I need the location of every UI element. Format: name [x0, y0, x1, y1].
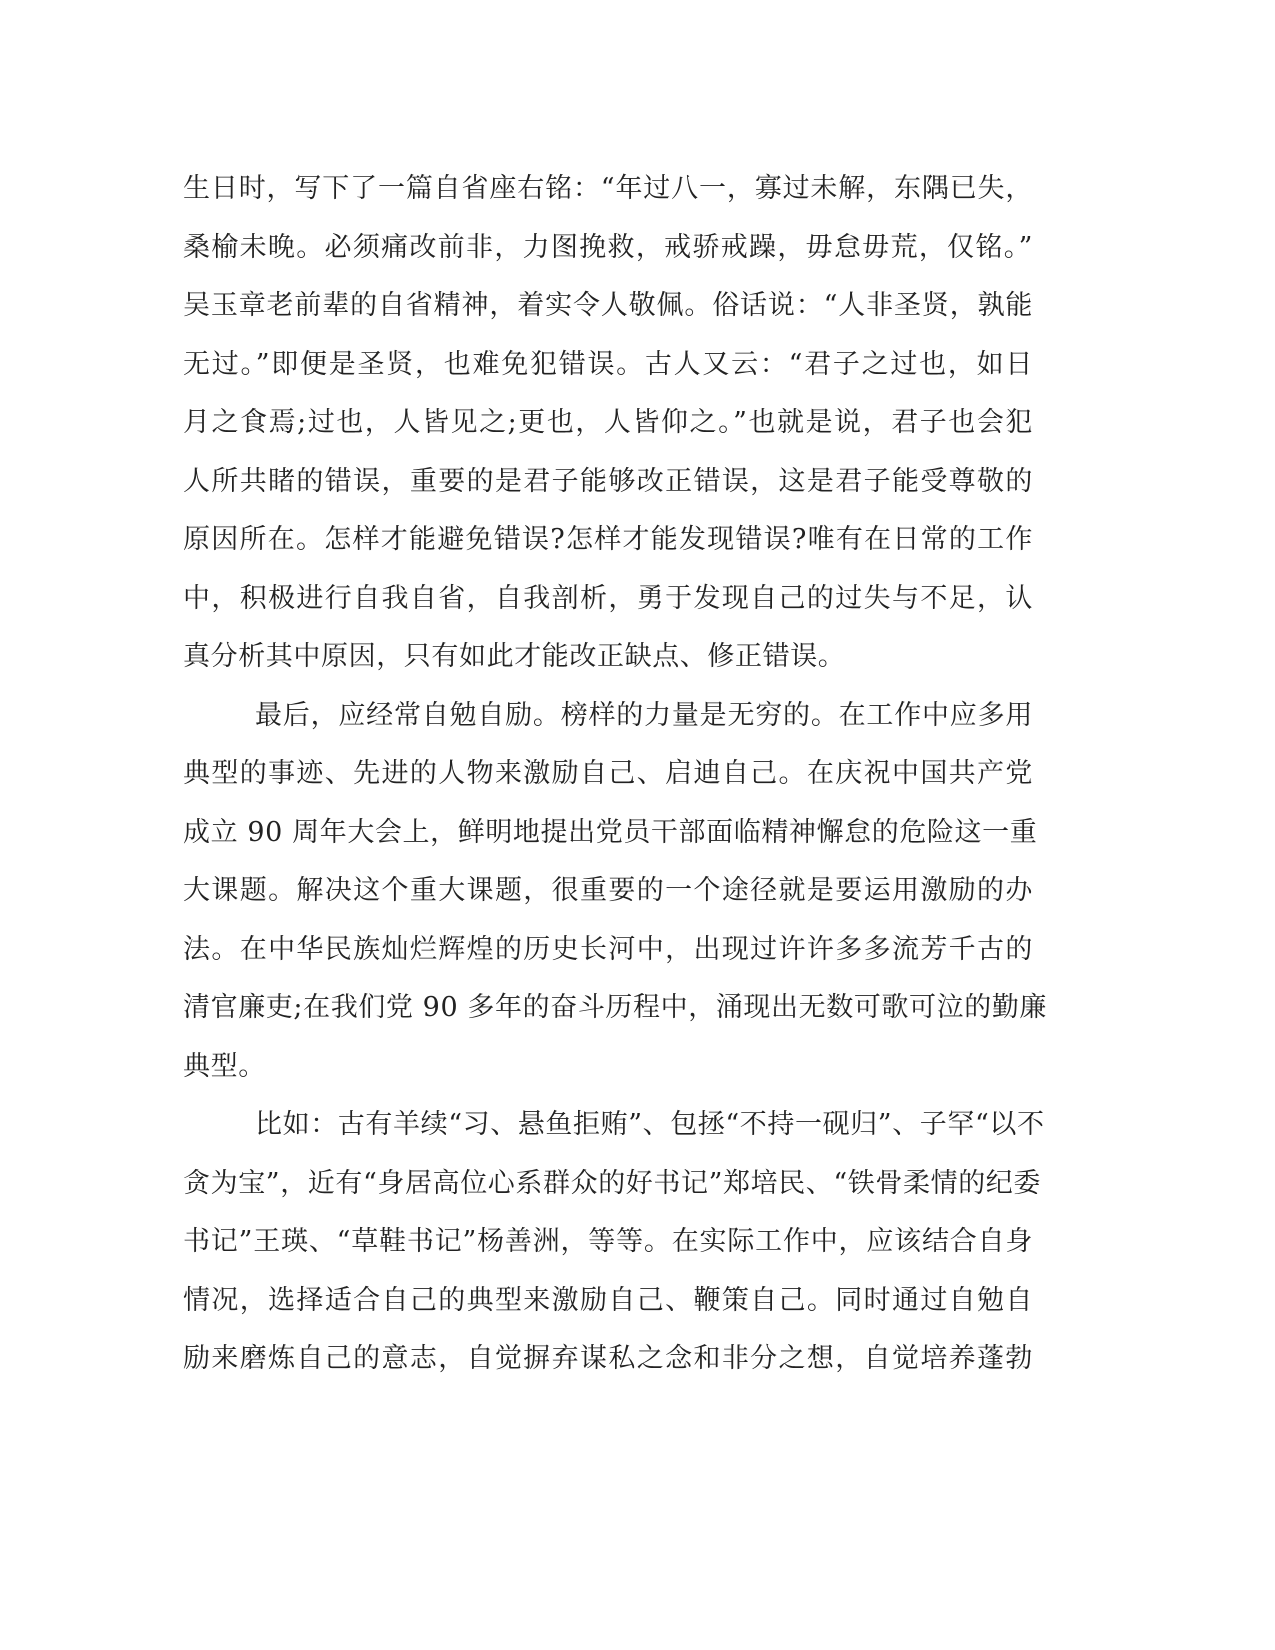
- text-line: 大课题。解决这个重大课题，很重要的一个途径就是要运用激励的办: [183, 875, 1033, 906]
- text-line: 月之食焉;过也，人皆见之;更也，人皆仰之。”也就是说，君子也会犯: [183, 407, 1033, 438]
- text-line: 书记”王瑛、“草鞋书记”杨善洲，等等。在实际工作中，应该结合自身: [183, 1226, 1033, 1257]
- text-line: 情况，选择适合自己的典型来激励自己、鞭策自己。同时通过自勉自: [183, 1284, 1033, 1316]
- text-line: 典型。: [183, 1050, 266, 1082]
- text-line: 生日时，写下了一篇自省座右铭：“年过八一，寡过未解，东隅已失，: [183, 173, 1033, 204]
- text-line: 原因所在。怎样才能避免错误?怎样才能发现错误?唯有在日常的工作: [183, 524, 1033, 555]
- paragraph-first-line: 最后，应经常自勉自励。榜样的力量是无穷的。在工作中应多用: [255, 699, 1033, 731]
- text-line: 清官廉吏;在我们党 90 多年的奋斗历程中，涌现出无数可歌可泣的勤廉: [183, 992, 1048, 1023]
- text-line: 无过。”即便是圣贤，也难免犯错误。古人又云：“君子之过也，如日: [183, 348, 1033, 380]
- text-line: 中，积极进行自我自省，自我剖析，勇于发现自己的过失与不足，认: [183, 582, 1033, 614]
- paragraph-first-line: 比如：古有羊续“习、悬鱼拒贿”、包拯“不持一砚归”、子罕“以不: [255, 1109, 1045, 1140]
- text-line: 法。在中华民族灿烂辉煌的历史长河中，出现过许许多多流芳千古的: [183, 933, 1033, 965]
- document-body: [183, 160, 1048, 1389]
- text-line: 成立 90 周年大会上，鲜明地提出党员干部面临精神懈怠的危险这一重: [183, 816, 1038, 848]
- text-line: 励来磨炼自己的意志，自觉摒弃谋私之念和非分之想，自觉培养蓬勃: [183, 1343, 1033, 1374]
- text-line: 人所共睹的错误，重要的是君子能够改正错误，这是君子能受尊敬的: [183, 465, 1033, 497]
- text-line: 真分析其中原因，只有如此才能改正缺点、修正错误。: [183, 641, 846, 672]
- text-line: 桑榆未晚。必须痛改前非，力图挽救，戒骄戒躁，毋怠毋荒，仅铭。”: [183, 231, 1033, 263]
- text-line: 典型的事迹、先进的人物来激励自己、启迪自己。在庆祝中国共产党: [183, 758, 1033, 789]
- text-line: 贪为宝”，近有“身居高位心系群众的好书记”郑培民、“铁骨柔情的纪委: [183, 1167, 1042, 1199]
- text-line: 吴玉章老前辈的自省精神，着实令人敬佩。俗话说：“人非圣贤，孰能: [183, 290, 1033, 321]
